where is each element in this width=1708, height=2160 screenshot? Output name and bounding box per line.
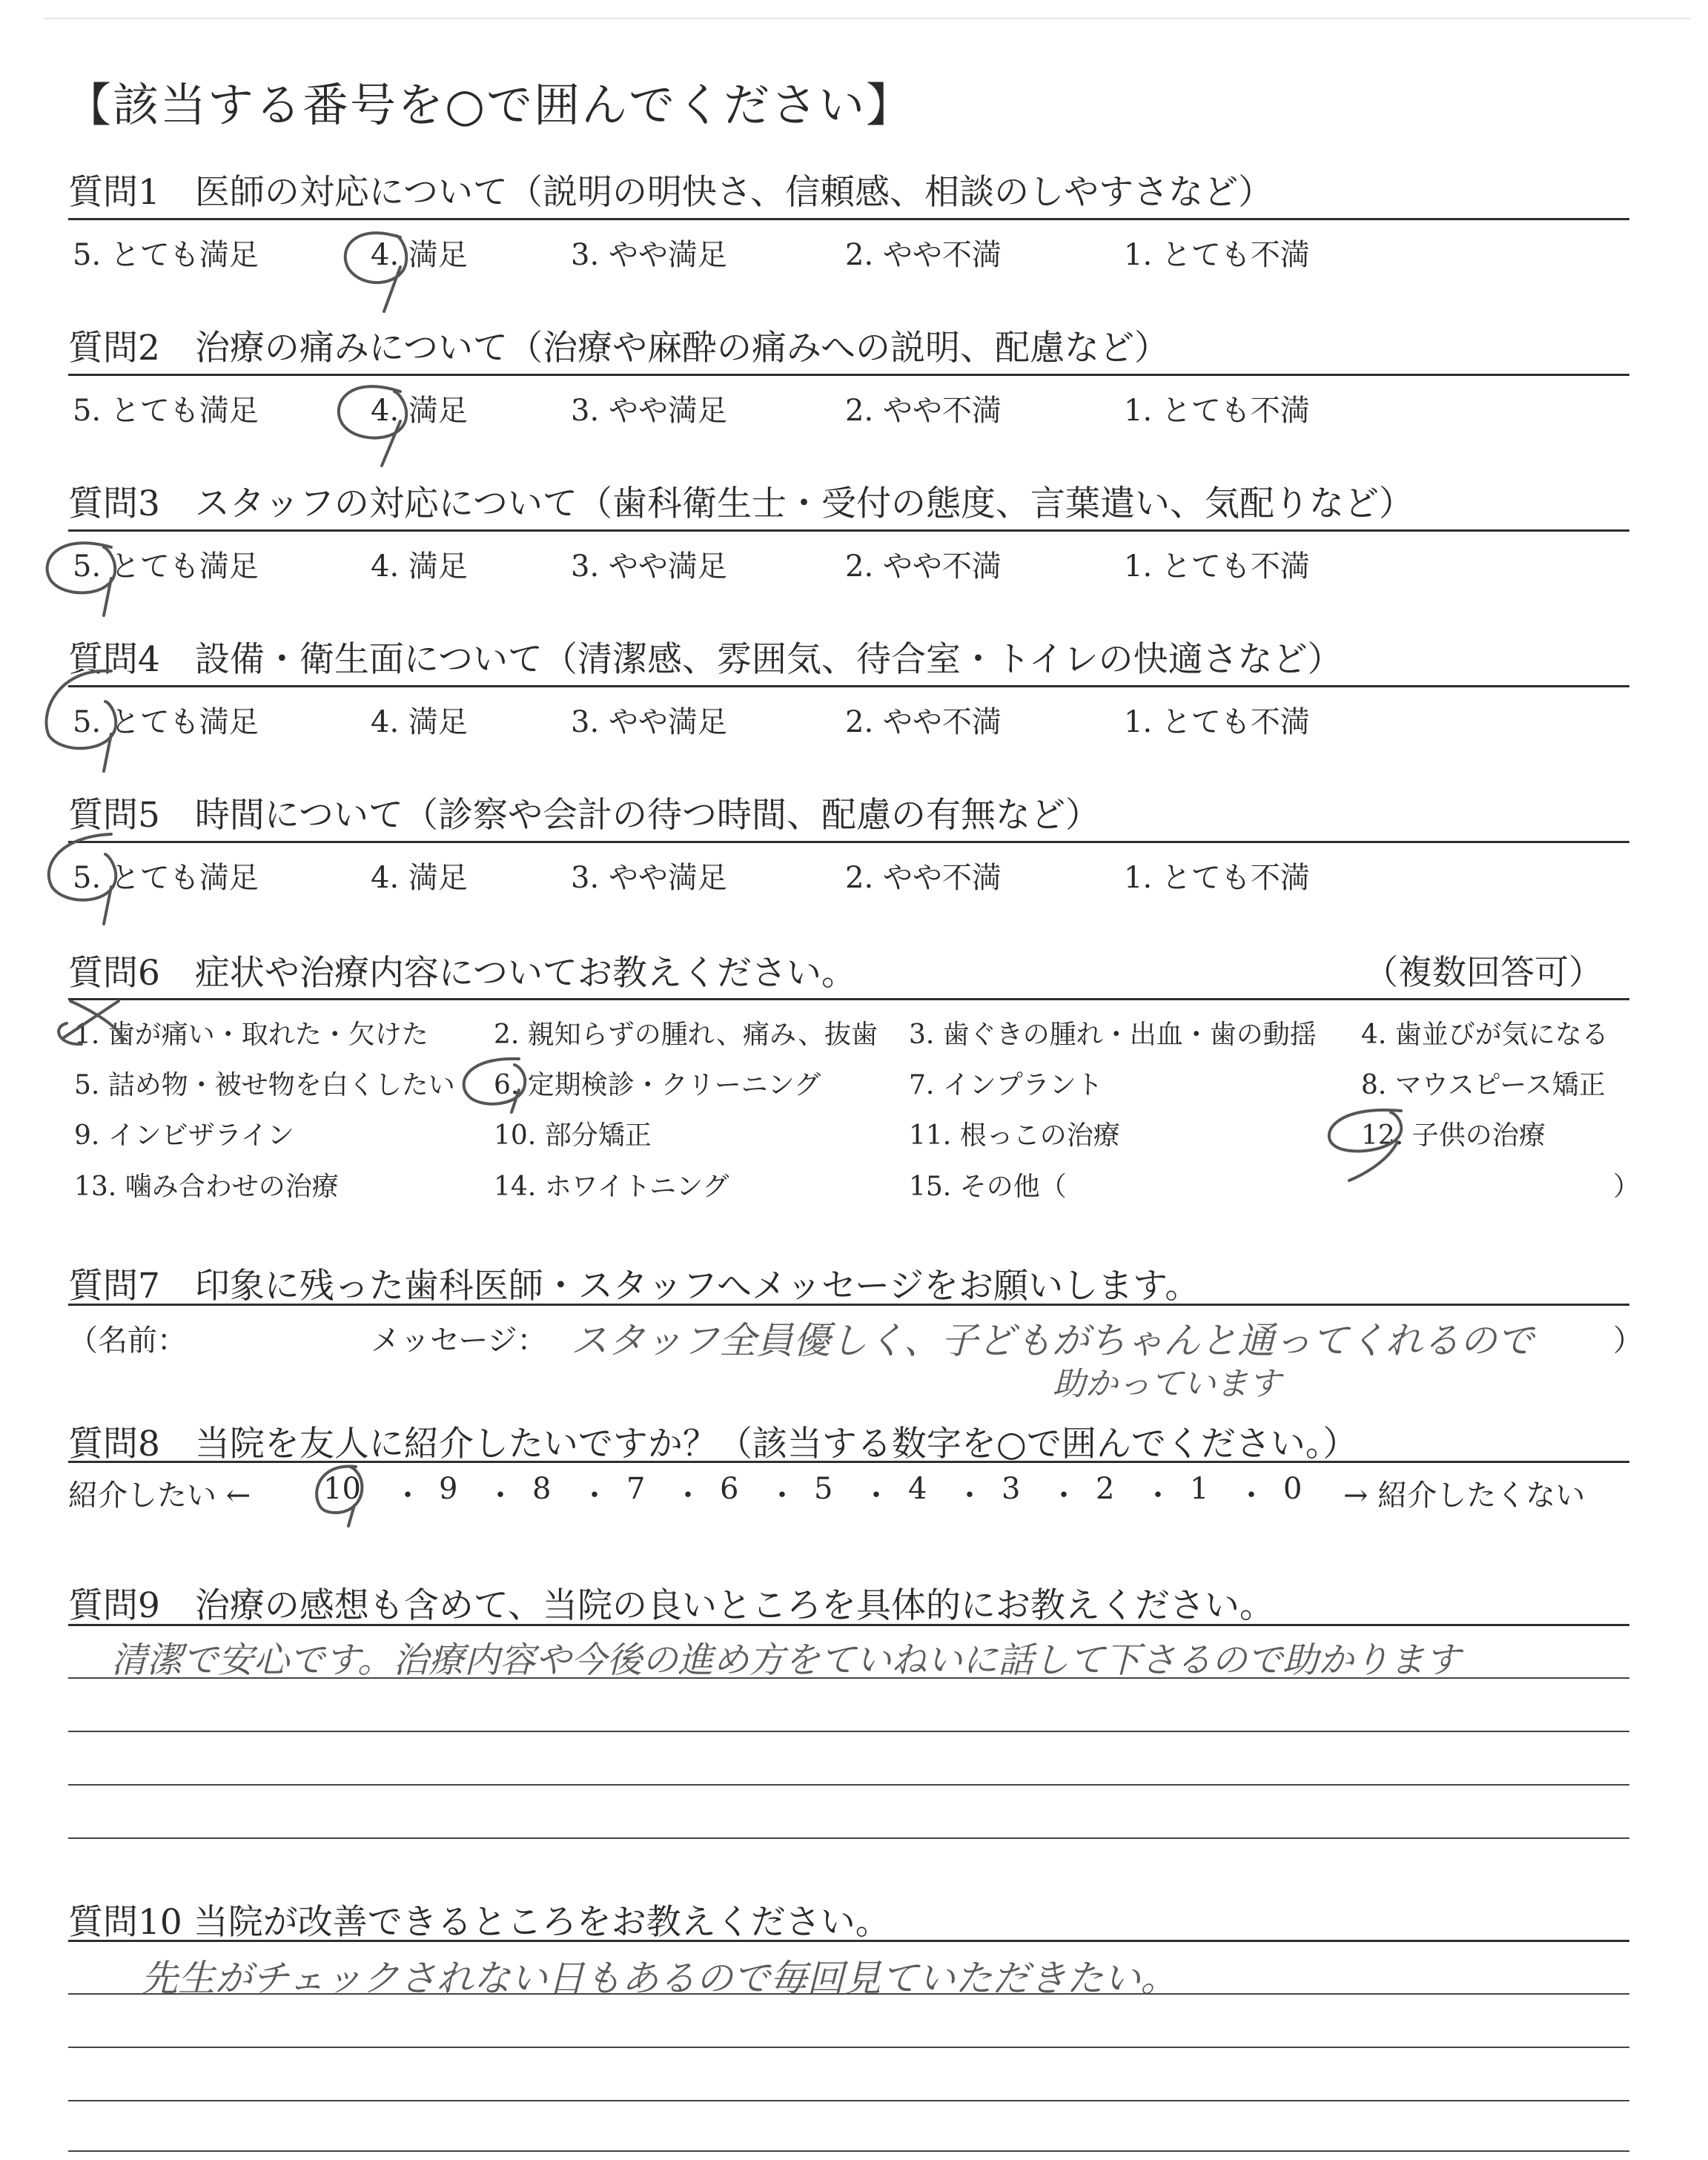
q5-option-4[interactable]: 4. 満足 bbox=[371, 861, 468, 895]
q1-title: 質問1 医師の対応について（説明の明快さ、信頼感、相談のしやすさなど） bbox=[68, 172, 1274, 213]
q8-score-7[interactable]: 7 bbox=[626, 1472, 646, 1506]
q6-option-4[interactable]: 4. 歯並びが気になる bbox=[1361, 1020, 1609, 1050]
q1-rule bbox=[68, 218, 1629, 220]
q8-score-10[interactable]: 10 bbox=[323, 1472, 361, 1506]
q8-sep: ・ bbox=[1049, 1479, 1079, 1513]
q8-score-5[interactable]: 5 bbox=[814, 1472, 833, 1506]
q3-option-3[interactable]: 3. やや満足 bbox=[571, 549, 727, 584]
q8-rule bbox=[68, 1461, 1629, 1463]
q1-option-4[interactable]: 4. 満足 bbox=[371, 238, 468, 272]
q4-option-2[interactable]: 2. やや不満 bbox=[845, 705, 1002, 739]
q6-option-11[interactable]: 11. 根っこの治療 bbox=[909, 1120, 1120, 1151]
q10-line-4 bbox=[68, 2100, 1629, 2101]
q6-option-9[interactable]: 9. インビザライン bbox=[74, 1120, 294, 1151]
q2-rule bbox=[68, 374, 1629, 376]
q1-option-1[interactable]: 1. とても不満 bbox=[1124, 238, 1310, 272]
q10-answer-handwritten[interactable]: 先生がチェックされない日もあるので毎回見ていただきたい。 bbox=[141, 1957, 1178, 2000]
q6-option-2[interactable]: 2. 親知らずの腫れ、痛み、抜歯 bbox=[494, 1020, 878, 1050]
q6-option-10[interactable]: 10. 部分矯正 bbox=[494, 1120, 652, 1151]
q5-option-3[interactable]: 3. やや満足 bbox=[571, 861, 727, 895]
q3-option-1[interactable]: 1. とても不満 bbox=[1124, 549, 1310, 584]
q6-option-1[interactable]: 1. 歯が痛い・取れた・欠けた bbox=[74, 1020, 428, 1050]
q8-left-label: 紹介したい ← bbox=[68, 1479, 251, 1513]
q2-option-5[interactable]: 5. とても満足 bbox=[73, 394, 259, 428]
q6-multi-note: （複数回答可） bbox=[1364, 952, 1603, 992]
q6-option-8[interactable]: 8. マウスピース矯正 bbox=[1361, 1070, 1606, 1100]
q2-option-2[interactable]: 2. やや不満 bbox=[845, 394, 1002, 428]
q8-sep: ・ bbox=[580, 1479, 609, 1513]
q4-option-5[interactable]: 5. とても満足 bbox=[73, 705, 259, 739]
q8-sep: ・ bbox=[1143, 1479, 1173, 1513]
q1-option-3[interactable]: 3. やや満足 bbox=[571, 238, 727, 272]
q9-title: 質問9 治療の感想も含めて、当院の良いところを具体的にお教えください。 bbox=[68, 1585, 1274, 1626]
q3-option-2[interactable]: 2. やや不満 bbox=[845, 549, 1002, 584]
q2-option-3[interactable]: 3. やや満足 bbox=[571, 394, 727, 428]
q8-score-1[interactable]: 1 bbox=[1190, 1472, 1209, 1506]
q3-option-5[interactable]: 5. とても満足 bbox=[73, 549, 259, 584]
q6-other-close: ） bbox=[1613, 1172, 1641, 1202]
q5-option-2[interactable]: 2. やや不満 bbox=[845, 861, 1002, 895]
q9-answer-handwritten-1[interactable]: 清潔で安心です。治療内容や今後の進め方をていねいに話して下さるので助かります bbox=[111, 1639, 1461, 1681]
q10-line-3 bbox=[68, 2047, 1629, 2048]
q10-line-1 bbox=[68, 1940, 1629, 1942]
q8-score-6[interactable]: 6 bbox=[720, 1472, 739, 1506]
q6-option-15[interactable]: 15. その他（ bbox=[909, 1172, 1067, 1202]
q3-title: 質問3 スタッフの対応について（歯科衛生士・受付の態度、言葉遣い、気配りなど） bbox=[68, 483, 1414, 524]
q8-right-label: → 紹介したくない bbox=[1343, 1479, 1586, 1513]
q4-option-3[interactable]: 3. やや満足 bbox=[571, 705, 727, 739]
q8-score-0[interactable]: 0 bbox=[1283, 1472, 1302, 1506]
q9-line-1 bbox=[68, 1624, 1629, 1626]
q6-option-6[interactable]: 6. 定期検診・クリーニング bbox=[494, 1070, 821, 1100]
q7-rule bbox=[68, 1304, 1629, 1306]
q8-sep: ・ bbox=[955, 1479, 984, 1513]
q6-option-5[interactable]: 5. 詰め物・被せ物を白くしたい bbox=[74, 1070, 455, 1100]
q2-option-4[interactable]: 4. 満足 bbox=[371, 394, 468, 428]
q8-sep: ・ bbox=[767, 1479, 797, 1513]
q5-rule bbox=[68, 841, 1629, 843]
q6-option-13[interactable]: 13. 噛み合わせの治療 bbox=[74, 1172, 339, 1202]
q5-title: 質問5 時間について（診察や会計の待つ時間、配慮の有無など） bbox=[68, 795, 1100, 836]
q8-title: 質問8 当院を友人に紹介したいですか？（該当する数字を○で囲んでください。） bbox=[68, 1424, 1358, 1464]
q3-option-4[interactable]: 4. 満足 bbox=[371, 549, 468, 584]
q8-score-3[interactable]: 3 bbox=[1002, 1472, 1021, 1506]
top-border bbox=[44, 18, 1690, 19]
q8-sep: ・ bbox=[393, 1479, 423, 1513]
q10-title: 質問10 当院が改善できるところをお教えください。 bbox=[68, 1902, 890, 1943]
q9-line-5 bbox=[68, 1837, 1629, 1839]
q8-score-2[interactable]: 2 bbox=[1096, 1472, 1115, 1506]
q9-line-4 bbox=[68, 1784, 1629, 1786]
q7-title: 質問7 印象に残った歯科医師・スタッフへメッセージをお願いします。 bbox=[68, 1266, 1200, 1307]
q4-title: 質問4 設備・衛生面について（清潔感、雰囲気、待合室・トイレの快適さなど） bbox=[68, 639, 1343, 680]
q5-option-1[interactable]: 1. とても不満 bbox=[1124, 861, 1310, 895]
q3-rule bbox=[68, 529, 1629, 532]
q6-option-7[interactable]: 7. インプラント bbox=[909, 1070, 1103, 1100]
q6-option-14[interactable]: 14. ホワイトニング bbox=[494, 1172, 729, 1202]
q2-title: 質問2 治療の痛みについて（治療や麻酔の痛みへの説明、配慮など） bbox=[68, 328, 1170, 369]
q7-close-paren: ） bbox=[1613, 1324, 1643, 1358]
q4-option-1[interactable]: 1. とても不満 bbox=[1124, 705, 1310, 739]
q8-score-9[interactable]: 9 bbox=[439, 1472, 458, 1506]
q8-score-8[interactable]: 8 bbox=[532, 1472, 552, 1506]
q8-sep: ・ bbox=[486, 1479, 515, 1513]
q4-rule bbox=[68, 685, 1629, 687]
q6-option-12[interactable]: 12. 子供の治療 bbox=[1361, 1120, 1546, 1151]
q8-score-4[interactable]: 4 bbox=[908, 1472, 927, 1506]
q8-sep: ・ bbox=[673, 1479, 703, 1513]
q2-option-1[interactable]: 1. とても不満 bbox=[1124, 394, 1310, 428]
q7-name-label: （名前： bbox=[68, 1324, 187, 1358]
q1-option-5[interactable]: 5. とても満足 bbox=[73, 238, 259, 272]
page-heading: 【該当する番号を○で囲んでください】 bbox=[65, 78, 914, 132]
q6-rule bbox=[68, 998, 1629, 1000]
q8-sep: ・ bbox=[861, 1479, 891, 1513]
q7-message-handwritten-1[interactable]: スタッフ全員優しく、子どもがちゃんと通ってくれるので bbox=[571, 1319, 1534, 1362]
q1-option-2[interactable]: 2. やや不満 bbox=[845, 238, 1002, 272]
q7-message-label: メッセージ： bbox=[371, 1324, 547, 1358]
q6-title: 質問6 症状や治療内容についてお教えください。 bbox=[68, 953, 856, 994]
q4-option-4[interactable]: 4. 満足 bbox=[371, 705, 468, 739]
q10-line-5 bbox=[68, 2150, 1629, 2152]
q5-option-5[interactable]: 5. とても満足 bbox=[73, 861, 259, 895]
q7-message-handwritten-2[interactable]: 助かっています bbox=[1053, 1365, 1281, 1403]
q6-option-3[interactable]: 3. 歯ぐきの腫れ・出血・歯の動揺 bbox=[909, 1020, 1317, 1050]
q8-sep: ・ bbox=[1237, 1479, 1266, 1513]
q9-line-3 bbox=[68, 1731, 1629, 1732]
